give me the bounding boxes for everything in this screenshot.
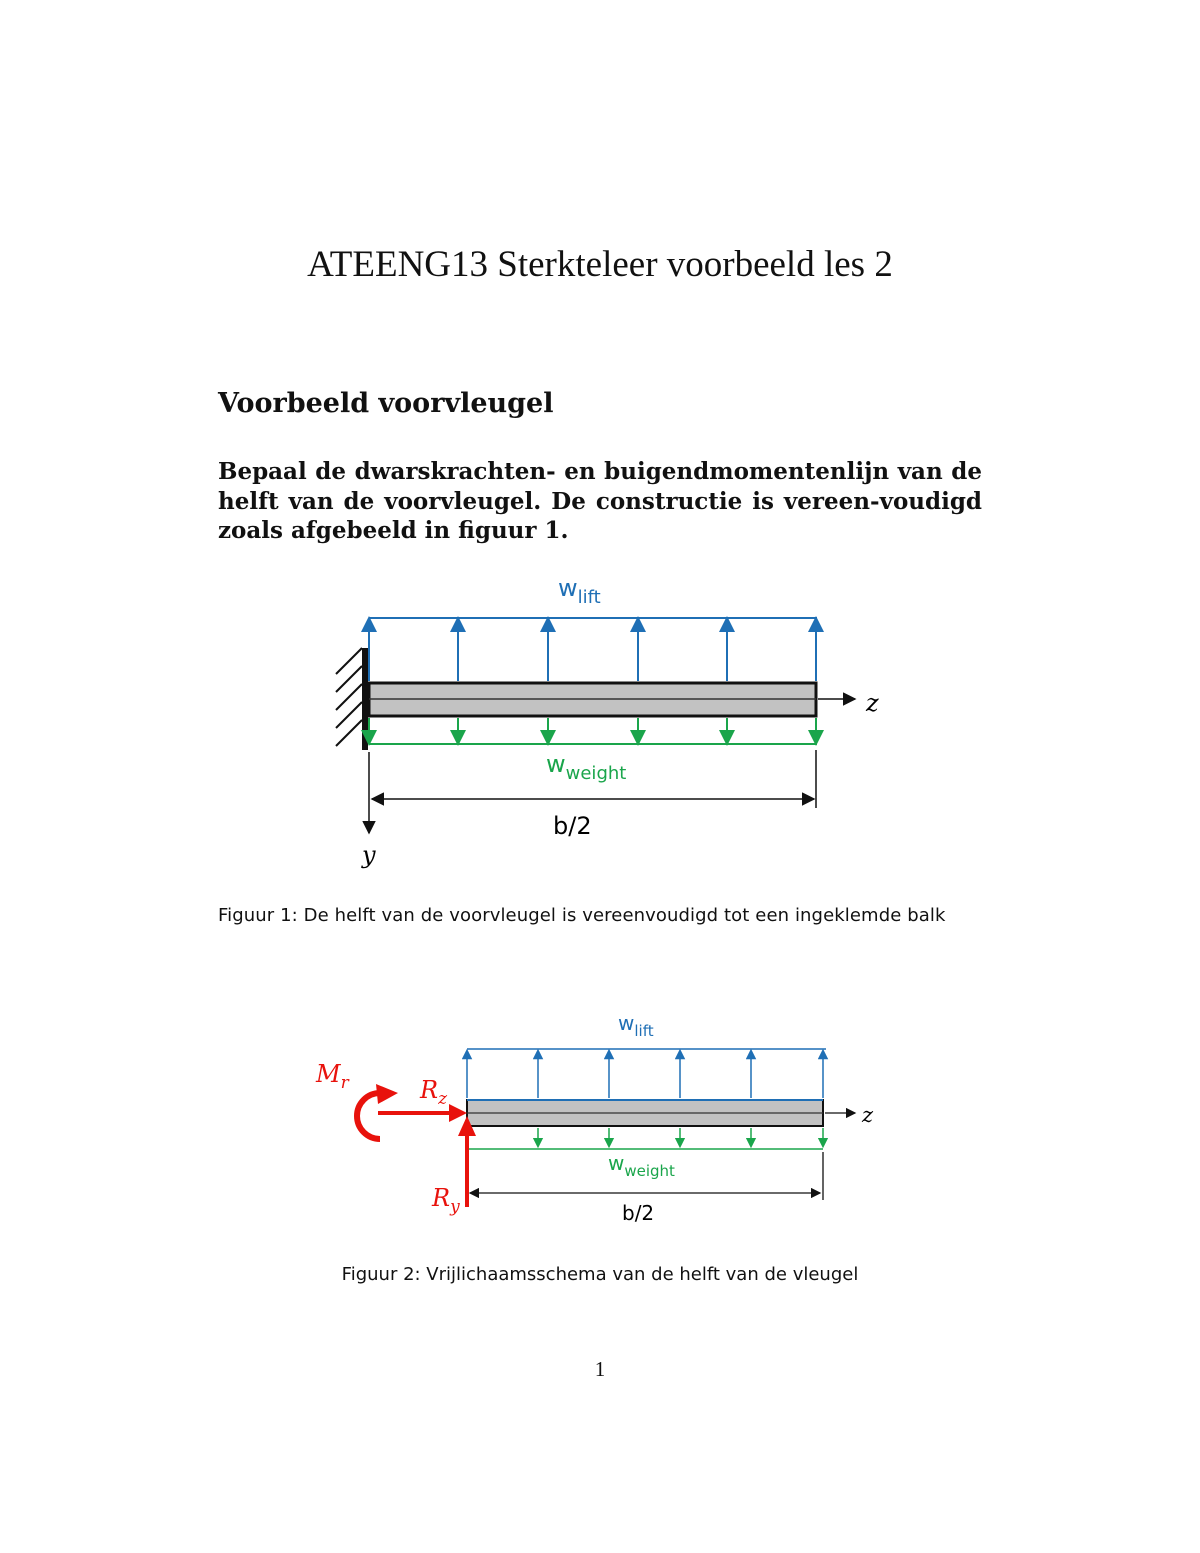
fbd-length-label: b/2: [622, 1201, 655, 1225]
figure-1-caption: Figuur 1: De helft van de voorvleugel is vereenvoudigd tot een ingeklemde balk: [218, 905, 946, 926]
fbd-lift-distributed-load: [467, 1049, 826, 1098]
page-title: ATEENG13 Sterkteleer voorbeeld les 2: [307, 244, 893, 285]
fixed-support-wall: [336, 648, 365, 750]
beam: [369, 683, 816, 716]
fbd-z-axis-label: z: [862, 1103, 874, 1127]
weight-load-label: $w_{weight}$: [546, 750, 627, 784]
reaction-y-label: $R_y$: [432, 1184, 460, 1217]
reaction-y-arrow: [458, 1116, 476, 1207]
fbd-length-dimension: [470, 1152, 823, 1200]
z-axis-label: z: [866, 689, 879, 717]
fbd-beam: [467, 1100, 823, 1126]
reaction-z-arrow: [378, 1104, 467, 1122]
lift-distributed-load: [369, 618, 817, 681]
section-heading: Voorbeeld voorvleugel: [218, 388, 554, 419]
reaction-z-label: $R_z$: [420, 1076, 448, 1109]
page-number: 1: [594, 1357, 606, 1381]
y-axis-label: y: [362, 841, 376, 869]
task-paragraph: Bepaal de dwarskrachten- en buigendmomentenlijn van de helft van de voorvleugel. De constructie is vereen-voudigd zoals afgebeeld in figuur 1.: [218, 458, 982, 544]
fbd-weight-distributed-load: [467, 1128, 823, 1149]
weight-distributed-load: [369, 718, 817, 744]
figure-2-caption: Figuur 2: Vrijlichaamsschema van de helft van de vleugel: [341, 1264, 859, 1285]
reaction-moment-arrow: [357, 1084, 398, 1139]
moment-label: $M_r$: [316, 1060, 349, 1093]
fbd-lift-load-label: $w_{lift}$: [618, 1011, 654, 1040]
fbd-weight-load-label: $w_{weight}$: [608, 1151, 675, 1180]
length-label: b/2: [553, 812, 592, 840]
lift-load-label: $w_{lift}$: [558, 574, 601, 608]
